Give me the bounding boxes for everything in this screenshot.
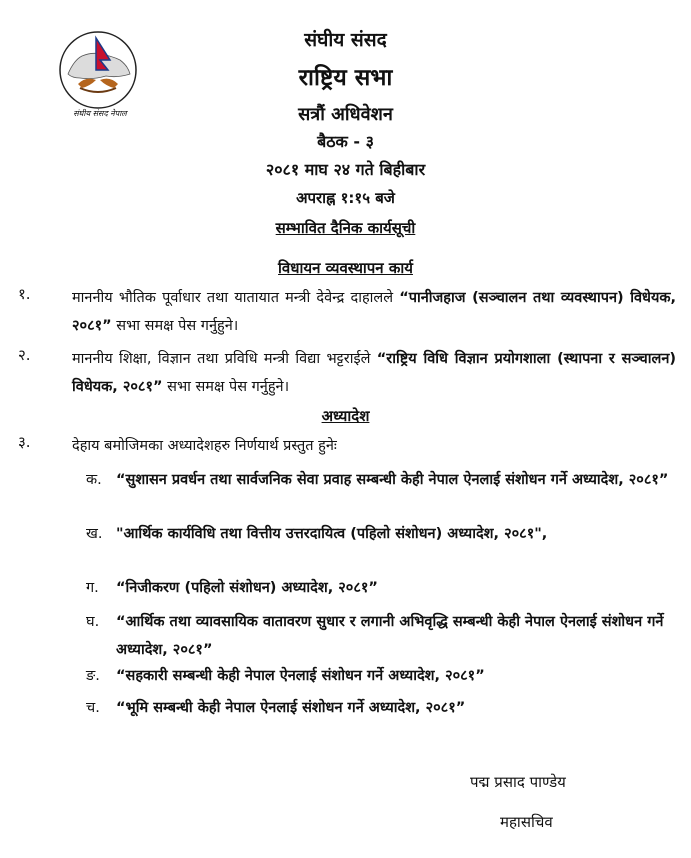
subitem-label: च.	[86, 700, 100, 716]
agenda-title: सम्भावित दैनिक कार्यसूची	[275, 219, 416, 237]
header-line-date: २०८१ माघ २४ गते बिहीबार	[265, 160, 426, 179]
subitem-text: “निजीकरण (पहिलो संशोधन) अध्यादेश, २०८१”	[116, 580, 378, 596]
header-line-session: सत्रौं अधिवेशन	[298, 104, 393, 125]
ordinance-subitem	[86, 608, 676, 664]
ordinance-subitem	[86, 662, 676, 690]
subitem-label: घ.	[86, 614, 100, 630]
item-number-3: ३.	[18, 433, 31, 451]
item-number-2: २.	[18, 346, 31, 364]
section-legislative-heading: विधायन व्यवस्थापन कार्य	[278, 259, 413, 277]
ordinance-subitem	[86, 466, 676, 522]
ordinance-subitem	[86, 574, 676, 602]
subitem-label: ख.	[86, 526, 103, 542]
agenda-item-1	[72, 284, 676, 340]
agenda-item-3: देहाय बमोजिमका अध्यादेशहरु निर्णयार्थ प्रस्तुत हुनेः	[72, 438, 337, 454]
ordinance-subitem	[86, 520, 676, 576]
item2-bill-name: “राष्ट्रिय विधि विज्ञान प्रयोगशाला (स्थापना र सञ्चालन) विधेयक, २०८१”	[72, 351, 676, 395]
header-line-meeting: बैठक - ३	[317, 132, 374, 151]
item1-bill-name: “पानीजहाज (सञ्चालन तथा व्यवस्थापन) विधेयक, २०८१”	[72, 290, 676, 334]
ordinance-subitem	[86, 694, 676, 722]
signatory-title: महासचिव	[500, 813, 553, 831]
subitem-text: “आर्थिक तथा व्यावसायिक वातावरण सुधार र लगानी अभिवृद्धि सम्बन्धी केही नेपाल ऐनलाई संशोधन गर्ने अध्यादेश, २०८१”	[116, 614, 664, 658]
subitem-label: क.	[86, 472, 102, 488]
item1-text-pre: माननीय भौतिक पूर्वाधार तथा यातायात मन्त्री देवेन्द्र दाहालले	[72, 290, 400, 306]
header-line-parliament: संघीय संसद	[304, 29, 387, 51]
subitem-text: "आर्थिक कार्यविधि तथा वित्तीय उत्तरदायित्व (पहिलो संशोधन) अध्यादेश, २०८१",	[116, 526, 548, 542]
section-ordinance-heading: अध्यादेश	[321, 407, 370, 425]
item1-text-post: सभा समक्ष पेस गर्नुहुने।	[111, 318, 239, 334]
item2-text-post: सभा समक्ष पेस गर्नुहुने।	[162, 379, 290, 395]
signatory-name: पद्म प्रसाद पाण्डेय	[470, 773, 566, 791]
header-line-national-assembly: राष्ट्रिय सभा	[298, 65, 393, 91]
subitem-label: ङ.	[86, 668, 100, 684]
header-line-time: अपराह्न १:१५ बजे	[296, 189, 395, 207]
agenda-item-2	[72, 345, 676, 401]
item-number-1: १.	[18, 285, 31, 303]
subitem-text: “भूमि सम्बन्धी केही नेपाल ऐनलाई संशोधन गर्ने अध्यादेश, २०८१”	[116, 700, 466, 716]
item2-text-pre: माननीय शिक्षा, विज्ञान तथा प्रविधि मन्त्री विद्या भट्टराईले	[72, 351, 377, 367]
subitem-label: ग.	[86, 580, 99, 596]
subitem-text: “सहकारी सम्बन्धी केही नेपाल ऐनलाई संशोधन गर्ने अध्यादेश, २०८१”	[116, 668, 485, 684]
subitem-text: “सुशासन प्रवर्धन तथा सार्वजनिक सेवा प्रवाह सम्बन्धी केही नेपाल ऐनलाई संशोधन गर्ने अध्यादेश, २०८१”	[116, 472, 669, 488]
logo-caption: संघीय संसद नेपाल	[73, 109, 127, 118]
